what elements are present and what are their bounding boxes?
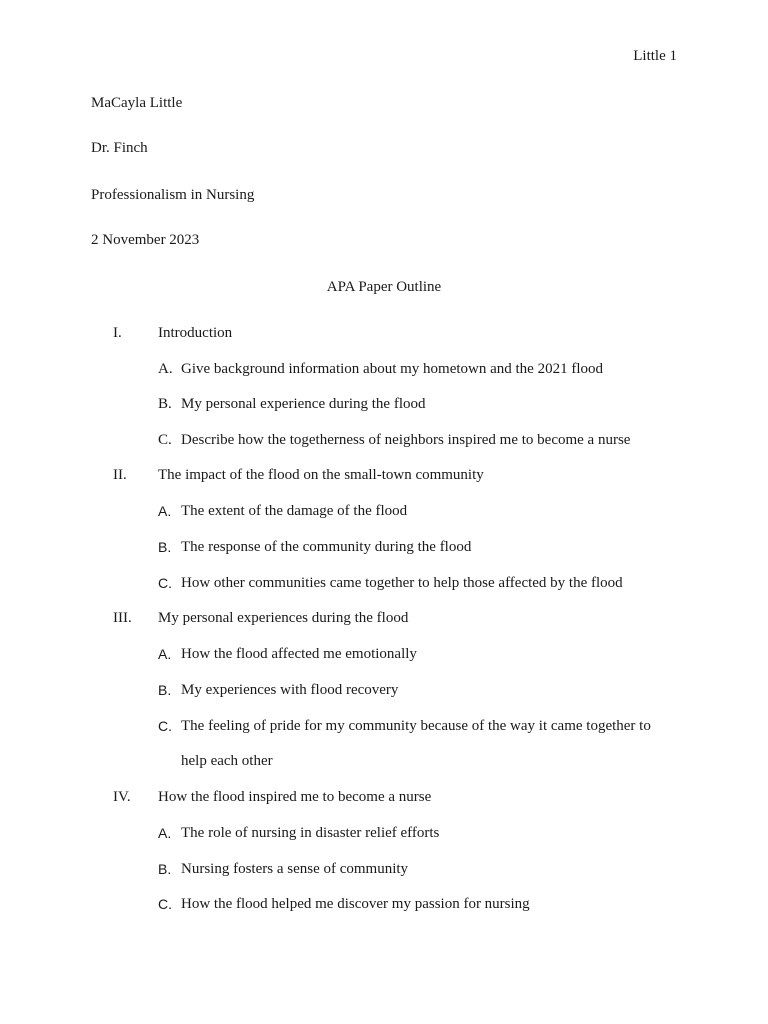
- outline-item: My experiences with flood recovery: [181, 682, 399, 698]
- item-letter: C.: [158, 575, 172, 591]
- section-heading: My personal experiences during the flood: [158, 610, 409, 626]
- section-heading: The impact of the flood on the small-town community: [158, 467, 484, 483]
- outline-item-continuation: help each other: [181, 753, 273, 769]
- section-number: I.: [113, 325, 122, 341]
- instructor-name: Dr. Finch: [91, 140, 148, 156]
- outline-item: The extent of the damage of the flood: [181, 503, 408, 519]
- outline-item: How the flood affected me emotionally: [181, 646, 417, 662]
- item-letter: C.: [158, 718, 172, 734]
- course-name: Professionalism in Nursing: [91, 187, 255, 203]
- section-heading: How the flood inspired me to become a nurse: [158, 789, 432, 805]
- outline-item: My personal experience during the flood: [181, 396, 426, 412]
- outline-item: How other communities came together to help those affected by the flood: [181, 575, 623, 591]
- item-letter: C.: [158, 896, 172, 912]
- paper-title: APA Paper Outline: [326, 279, 442, 295]
- item-letter: A.: [158, 646, 172, 662]
- item-letter: A.: [158, 503, 172, 519]
- author-name: MaCayla Little: [91, 95, 183, 111]
- item-letter: A.: [158, 361, 173, 377]
- section-heading: Introduction: [158, 325, 233, 341]
- outline-item: The feeling of pride for my community because of the way it came together to: [181, 718, 651, 734]
- item-letter: B.: [158, 861, 172, 877]
- item-letter: A.: [158, 825, 172, 841]
- item-letter: B.: [158, 682, 172, 698]
- outline-item: The role of nursing in disaster relief efforts: [181, 825, 440, 841]
- outline-item: How the flood helped me discover my passion for nursing: [181, 896, 530, 912]
- outline-item: Give background information about my hometown and the 2021 flood: [181, 361, 603, 377]
- outline-item: The response of the community during the flood: [181, 539, 472, 555]
- outline-item: Nursing fosters a sense of community: [181, 861, 409, 877]
- outline-item: Describe how the togetherness of neighbors inspired me to become a nurse: [181, 432, 631, 448]
- section-number: III.: [113, 610, 132, 626]
- section-number: II.: [113, 467, 127, 483]
- item-letter: B.: [158, 539, 172, 555]
- item-letter: B.: [158, 396, 172, 412]
- paper-date: 2 November 2023: [91, 232, 200, 248]
- running-head: Little 1: [633, 48, 677, 64]
- section-number: IV.: [113, 789, 131, 805]
- item-letter: C.: [158, 432, 172, 448]
